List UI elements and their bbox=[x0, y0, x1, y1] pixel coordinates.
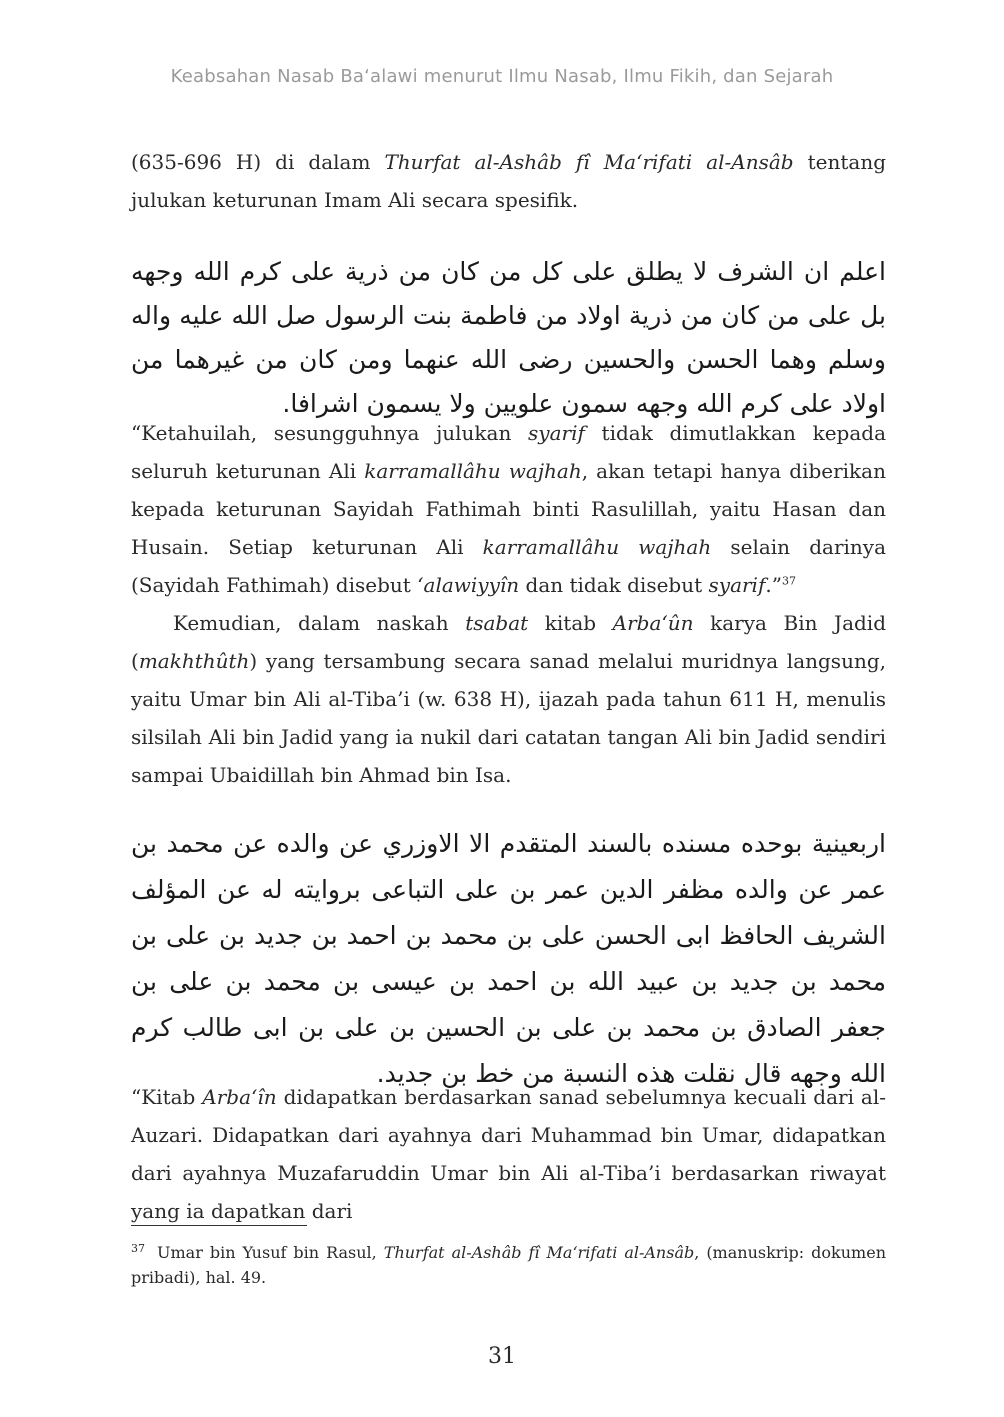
footnote-number: 37 bbox=[131, 1241, 145, 1255]
book-title: Thurfat al-Ashâb fî Ma‘rifati al-Ansâb bbox=[384, 150, 794, 174]
paragraph-intro: (635-696 H) di dalam Thurfat al-Ashâb fî Ma‘rifati al-Ansâb tentang julukan keturunan Imam Ali secara spesifik. bbox=[131, 150, 887, 212]
paragraph-tsabat: Kemudian, dalam naskah tsabat kitab Arba‘ûn karya Bin Jadid (makhthûth) yang tersambung secara sanad melalui muridnya langsung, yaitu Umar bin Ali al-Tiba’i (w. 638 H), ijazah pada tahun 611 H, menulis silsilah Ali bin Jadid yang ia nukil dari catatan tangan Ali bin Jadid sendiri sampai Ubaidillah bin Ahmad bin Isa. bbox=[131, 611, 886, 787]
footnote-divider bbox=[131, 1225, 307, 1226]
arabic-quote-lineage: اربعينية بوحده مسنده بالسند المتقدم الا الاوزري عن والده عن محمد بن عمر عن والده مظفر الدين عمر بن على التباعى بروايته له عن المؤلف الشريف الحافظ ابى الحسن على بن محمد بن احمد بن جديد بن على بن محمد بن جديد بن عبيد الله بن احمد بن عيسى بن محمد بن على بن جعفر الصادق بن محمد بن على بن الحسين بن على بن ابى طالب كرم الله وجهه قال نقلت هذه النسبة من خط بن جديد. bbox=[131, 829, 886, 1088]
footnote-reference[interactable]: 37 bbox=[781, 574, 796, 588]
arabic-quote-sharif: اعلم ان الشرف لا يطلق على كل من كان من ذرية على كرم الله وجهه بل على من كان من ذرية اولاد من فاطمة بنت الرسول صل الله عليه واله وسلم وهما الحسن والحسين رضى الله عنهما ومن كان من غيرهما من اولاد على كرم الله وجهه سمون علويين ولا يسمون اشرافا. bbox=[131, 257, 886, 418]
running-head: Keabsahan Nasab Ba‘alawi menurut Ilmu Nasab, Ilmu Fikih, dan Sejarah bbox=[170, 66, 834, 87]
paragraph-arbain: “Kitab Arba‘în didapatkan berdasarkan sanad sebelumnya kecuali dari al-Auzari. Didapatkan dari ayahnya dari Muhammad bin Umar, didapatkan dari ayahnya Muzafaruddin Umar bin Ali al-Tiba’i berdasarkan riwayat yang ia dapatkan dari bbox=[131, 1085, 887, 1223]
page-number: 31 bbox=[488, 1344, 516, 1369]
translation-block bbox=[131, 414, 886, 794]
footnote-37: $^{37}$ Umar bin Yusuf bin Rasul, Thurfat al-Ashâb fî Ma‘rifati al-Ansâb, (manuskrip: dokumen pribadi), hal. 49. bbox=[131, 1241, 887, 1287]
translation-paragraph: “Ketahuilah, sesungguhnya julukan syarif tidak dimutlakkan kepada seluruh keturunan Ali karramallâhu wajhah, akan tetapi hanya diberikan kepada keturunan Sayidah Fathimah binti Rasulillah, yaitu Hasan dan Husain. Setiap keturunan Ali karramallâhu wajhah selain darinya (Sayidah Fathimah) disebut ‘alawiyyîn dan tidak disebut syarif.”$^{37}$ bbox=[131, 421, 886, 597]
